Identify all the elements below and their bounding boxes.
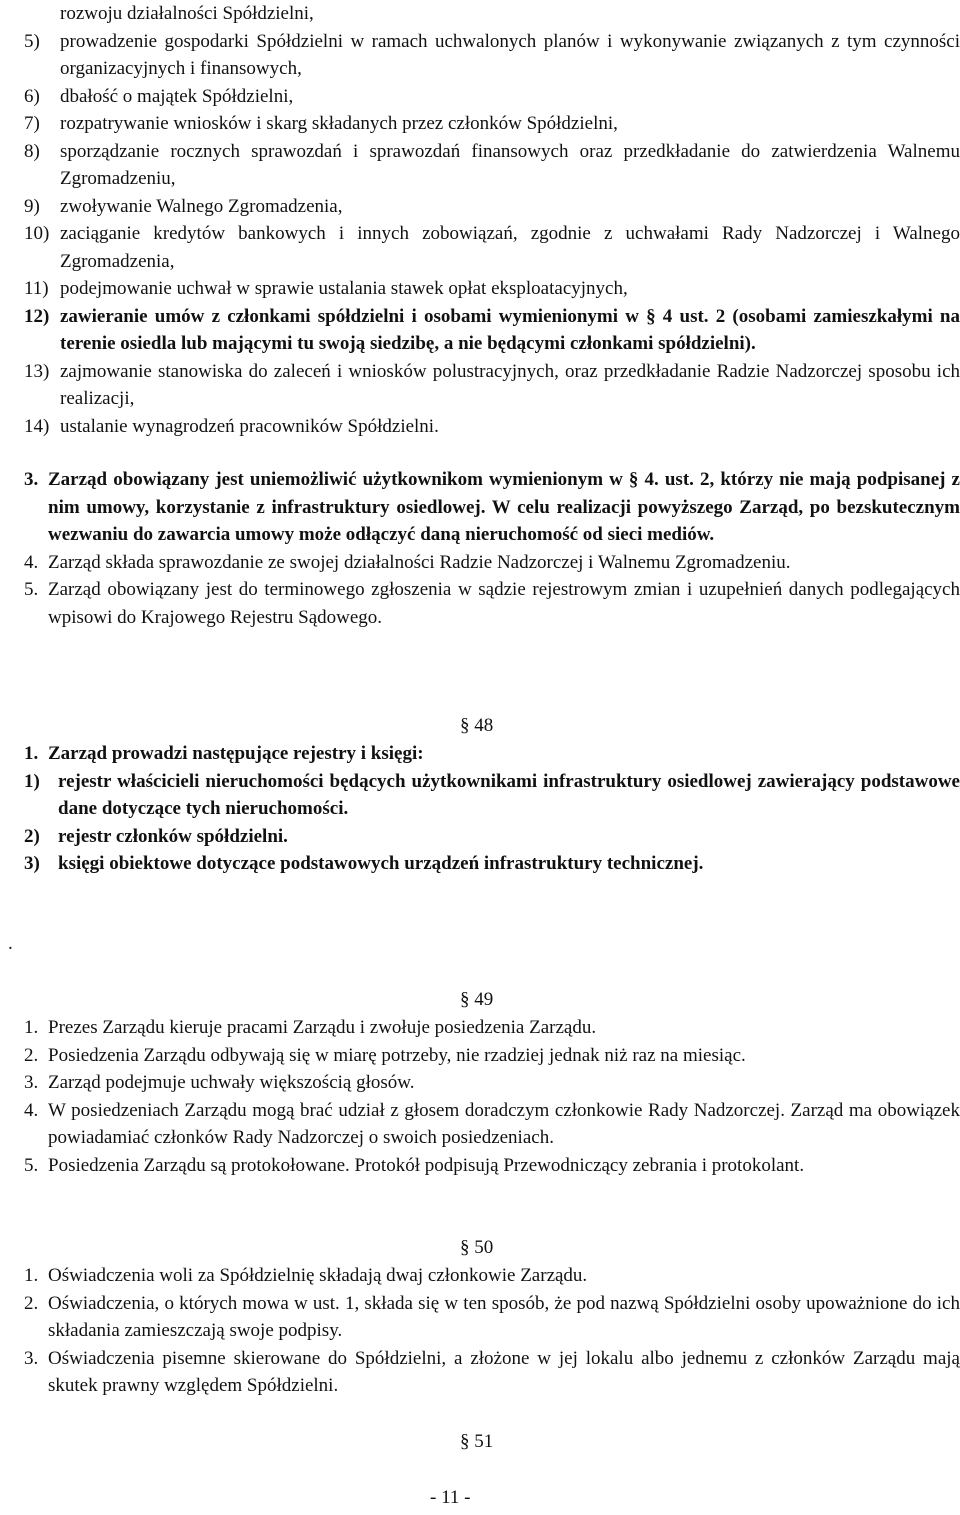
list-item-number: 14) bbox=[24, 415, 50, 437]
list-item-text: księgi obiektowe dotyczące podstawowych urządzeń infrastruktury technicznej. bbox=[58, 853, 704, 874]
list-item-text: sporządzanie rocznych sprawozdań i sprawozdań finansowych oraz przedkładanie do zatwierdzenia Walnemu Zgromadzeniu, bbox=[60, 140, 960, 189]
point-number: 4. bbox=[24, 551, 39, 573]
list-item bbox=[24, 138, 960, 193]
list-item-text: rejestr członków spółdzielni. bbox=[58, 825, 288, 847]
numbered-point bbox=[24, 1042, 960, 1070]
point-text: W posiedzeniach Zarządu mogą brać udział z głosem doradczym członkowie Rady Nadzorczej. Zarząd ma obowiązek powiadamiać członków Rady Nadzorczej o swoich posiedzeniach. bbox=[48, 1099, 960, 1148]
point-number: 5. bbox=[24, 579, 39, 600]
list-item bbox=[24, 83, 960, 111]
section-50-body bbox=[24, 1262, 960, 1400]
point-text: Zarząd podejmuje uchwały większością głosów. bbox=[48, 1072, 415, 1093]
point-text: Zarząd obowiązany jest uniemożliwić użytkownikom wymienionym w § 4. ust. 2, którzy nie mają podpisanej z nim umowy, korzystanie z infrastruktury osiedlowej. W celu realizacji powyższego Zarząd, po bezskutecznym wezwaniu do zawarcia umowy może odłączyć daną nieruchomość od sieci mediów. bbox=[48, 469, 960, 545]
list-item bbox=[24, 768, 960, 823]
point-text: Zarząd obowiązany jest do terminowego zgłoszenia w sądzie rejestrowym zmian i uzupełnień danych podlegających wpisowi do Krajowego Rejestru Sądowego. bbox=[48, 579, 960, 628]
list-item-text: podejmowanie uchwał w sprawie ustalania stawek opłat eksploatacyjnych, bbox=[60, 278, 628, 299]
list-item bbox=[24, 850, 960, 878]
list-item-number: 10) bbox=[24, 223, 50, 244]
management-duties-list bbox=[24, 0, 960, 440]
management-points bbox=[24, 466, 960, 631]
list-item-text: ustalanie wynagrodzeń pracowników Spółdzielni. bbox=[60, 415, 439, 437]
list-item bbox=[24, 823, 960, 851]
point-text: Prezes Zarządu kieruje pracami Zarządu i zwołuje posiedzenia Zarządu. bbox=[48, 1017, 597, 1038]
numbered-point bbox=[24, 1345, 960, 1400]
list-item-number: 2) bbox=[24, 825, 40, 847]
point-number: 2. bbox=[24, 1292, 39, 1314]
list-item-number: 11) bbox=[24, 278, 49, 299]
section-49-body bbox=[24, 1014, 960, 1179]
list-item-number: 7) bbox=[24, 113, 40, 134]
point-number: 3. bbox=[24, 469, 39, 490]
list-item-text: prowadzenie gospodarki Spółdzielni w ramach uchwalonych planów i wykonywanie związanych z tym czynności organizacyjnych i finansowych, bbox=[60, 30, 960, 79]
point-number: 1. bbox=[24, 1265, 39, 1286]
list-item-text: zwoływanie Walnego Zgromadzenia, bbox=[60, 195, 343, 217]
list-item bbox=[24, 28, 960, 83]
list-item bbox=[24, 220, 960, 275]
numbered-point bbox=[24, 1262, 960, 1290]
section-heading-48: § 48 bbox=[460, 715, 494, 736]
point-text: Oświadczenia pisemne skierowane do Spółdzielni, a złożone w jej lokalu albo jednemu z członków Zarządu mają skutek prawny względem Spółdzielni. bbox=[48, 1347, 960, 1396]
list-item-text: rejestr właścicieli nieruchomości będących użytkownikami infrastruktury osiedlowej zawierający podstawowe dane dotyczące tych nieruchomości. bbox=[58, 770, 960, 819]
list-item-number: 1) bbox=[24, 770, 40, 792]
list-item-text: dbałość o majątek Spółdzielni, bbox=[60, 85, 294, 107]
section-heading-49: § 49 bbox=[460, 989, 494, 1010]
point-number: 2. bbox=[24, 1044, 39, 1066]
list-item-number: 5) bbox=[24, 30, 40, 52]
list-item bbox=[24, 358, 960, 413]
list-item-text: rozpatrywanie wniosków i skarg składanych przez członków Spółdzielni, bbox=[60, 113, 618, 134]
numbered-point bbox=[24, 576, 960, 631]
numbered-point bbox=[24, 1290, 960, 1345]
list-item-number: 9) bbox=[24, 195, 40, 217]
point-text: Posiedzenia Zarządu są protokołowane. Protokół podpisują Przewodniczący zebrania i protokolant. bbox=[48, 1154, 805, 1176]
list-item-number: 13) bbox=[24, 360, 50, 382]
section-heading-50: § 50 bbox=[460, 1237, 494, 1258]
numbered-point bbox=[24, 1097, 960, 1152]
page-number: - 11 - bbox=[430, 1487, 471, 1508]
point-text: Zarząd składa sprawozdanie ze swojej działalności Radzie Nadzorczej i Walnemu Zgromadzeniu. bbox=[48, 551, 791, 573]
list-item-text: zajmowanie stanowiska do zaleceń i wniosków polustracyjnych, oraz przedkładanie Radzie Nadzorczej sposobu ich realizacji, bbox=[60, 360, 960, 409]
numbered-point bbox=[24, 549, 960, 577]
section-48-body bbox=[24, 740, 960, 878]
list-item-number: 8) bbox=[24, 140, 40, 162]
point-number: 3. bbox=[24, 1072, 39, 1093]
point-text: Oświadczenia woli za Spółdzielnię składają dwaj członkowie Zarządu. bbox=[48, 1265, 588, 1286]
list-item-text: zawieranie umów z członkami spółdzielni i osobami wymienionymi w § 4 ust. 2 (osobami zamieszkałymi na terenie osiedla lub mającymi tu swoją siedzibę, a nie będącymi członkami spółdzielni). bbox=[60, 305, 960, 354]
list-item-number: 3) bbox=[24, 853, 40, 874]
numbered-point bbox=[24, 1152, 960, 1180]
point-number: 1. bbox=[24, 743, 39, 764]
list-item-text: rozwoju działalności Spółdzielni, bbox=[60, 3, 314, 24]
numbered-point bbox=[24, 740, 960, 768]
numbered-point bbox=[24, 1014, 960, 1042]
point-number: 5. bbox=[24, 1154, 39, 1176]
point-number: 3. bbox=[24, 1347, 39, 1369]
point-text: Zarząd prowadzi następujące rejestry i księgi: bbox=[48, 743, 424, 764]
list-item bbox=[24, 303, 960, 358]
list-item bbox=[24, 193, 960, 221]
point-text: Posiedzenia Zarządu odbywają się w miarę potrzeby, nie rzadziej jednak niż raz na miesiąc. bbox=[48, 1044, 746, 1066]
point-text: Oświadczenia, o których mowa w ust. 1, składa się w ten sposób, że pod nazwą Spółdzielni osoby upoważnione do ich składania zamieszczają swoje podpisy. bbox=[48, 1292, 960, 1341]
list-item-text: zaciąganie kredytów bankowych i innych zobowiązań, zgodnie z uchwałami Rady Nadzorczej i Walnego Zgromadzenia, bbox=[60, 223, 960, 272]
numbered-point bbox=[24, 1069, 960, 1097]
numbered-point bbox=[24, 466, 960, 549]
list-item-number: 12) bbox=[24, 305, 50, 327]
list-item bbox=[24, 413, 960, 441]
list-item-number: 6) bbox=[24, 85, 40, 107]
list-item-continuation bbox=[24, 0, 960, 28]
list-item bbox=[24, 275, 960, 303]
point-number: 1. bbox=[24, 1017, 39, 1038]
point-number: 4. bbox=[24, 1099, 39, 1121]
section-heading-51: § 51 bbox=[460, 1431, 494, 1452]
list-item bbox=[24, 110, 960, 138]
stray-dot: . bbox=[8, 933, 13, 954]
